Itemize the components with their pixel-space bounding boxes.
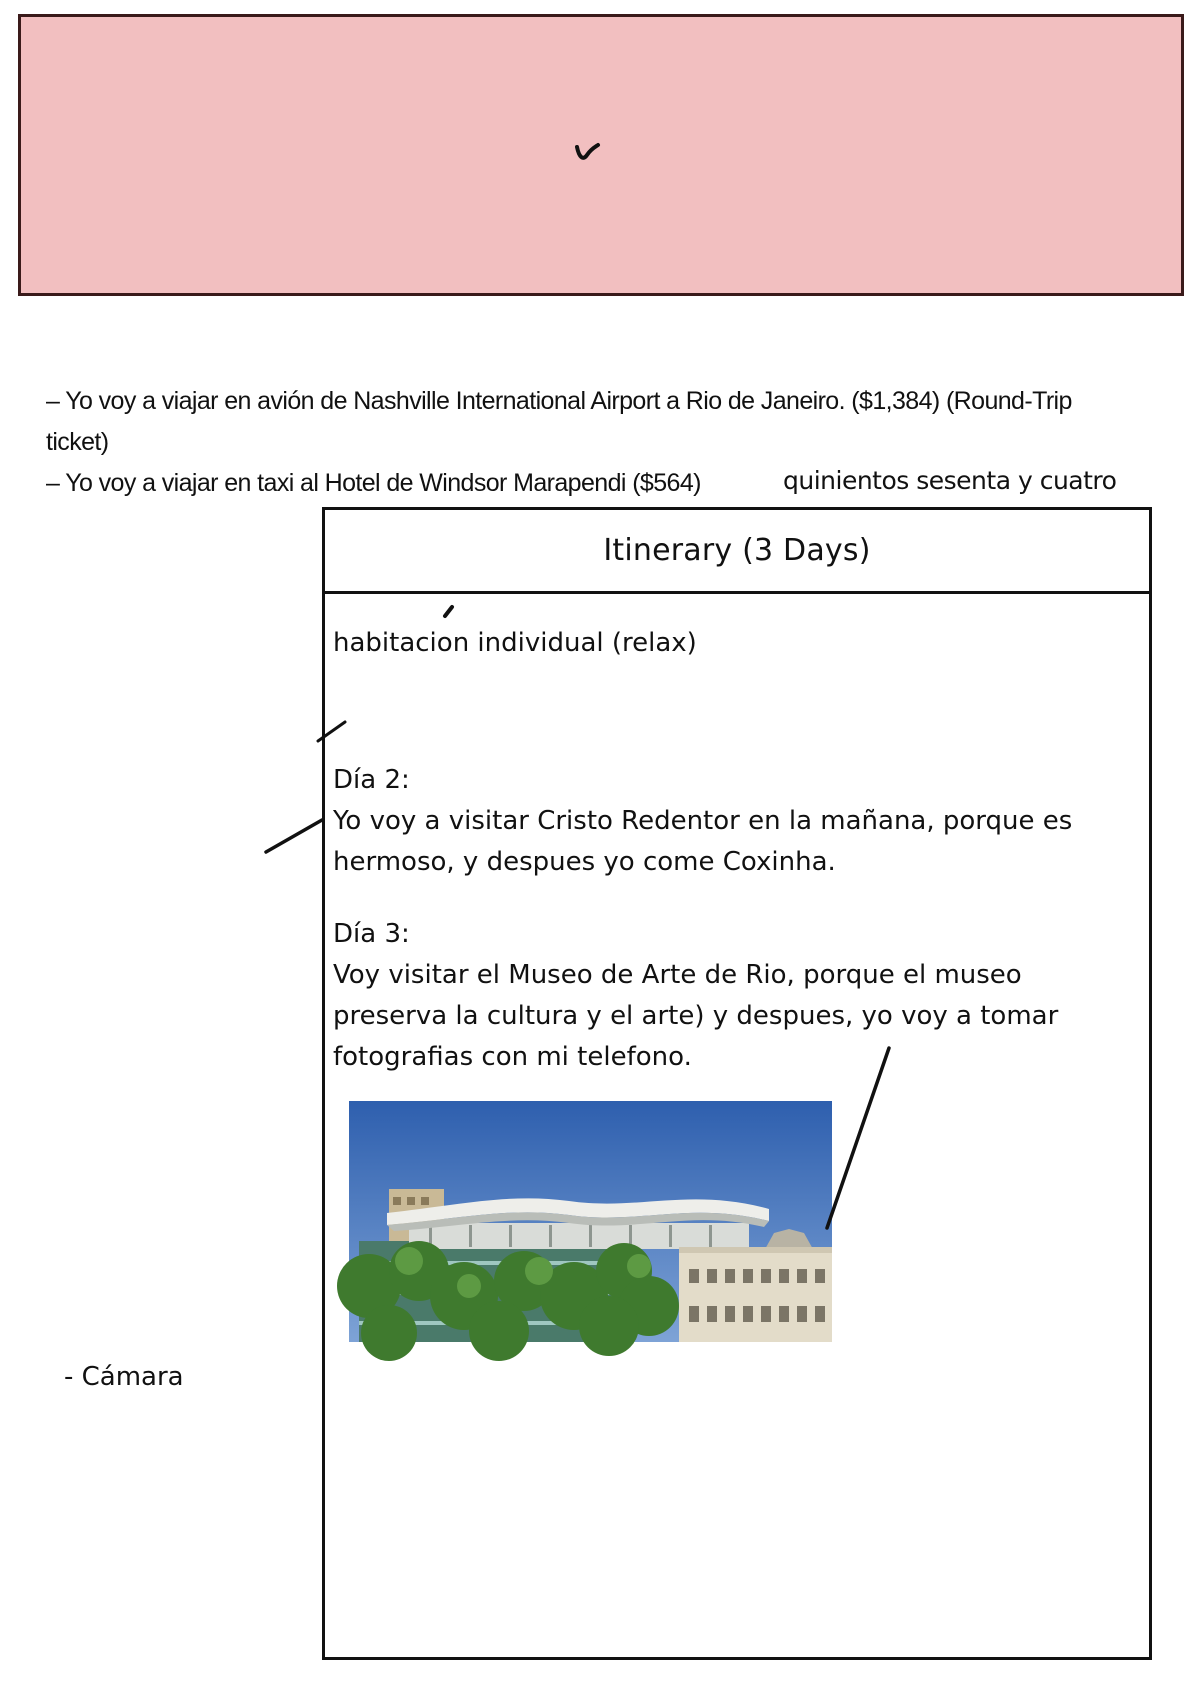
taxi-amount-words: quinientos sesenta y cuatro <box>783 466 1117 495</box>
museum-photo <box>349 1101 832 1342</box>
day-3-entry <box>333 914 1133 1078</box>
pen-stroke-cristo <box>266 820 322 852</box>
flight-note-continued: ticket) <box>46 428 109 456</box>
taxi-note: – Yo voy a viajar en taxi al Hotel de Windsor Marapendi ($564) <box>46 469 701 497</box>
flight-note: – Yo voy a viajar en avión de Nashville International Airport a Rio de Janeiro. ($1,384) (Round-Trip <box>46 387 1072 415</box>
day-2-entry <box>333 760 1133 883</box>
day-3-label: Día 3: <box>333 919 410 949</box>
itinerary-title: Itinerary (3 Days) <box>325 510 1149 594</box>
day-2-text: Yo voy a visitar Cristo Redentor en la mañana, porque es hermoso, y despues yo come Coxinha. <box>333 806 1073 877</box>
day-3-text: Voy visitar el Museo de Arte de Rio, porque el museo preserva la cultura y el arte) y despues, yo voy a tomar fotografias con mi telefono. <box>333 960 1059 1072</box>
itinerary-box <box>322 507 1152 1660</box>
title-banner <box>18 14 1184 296</box>
day-2-label: Día 2: <box>333 765 410 795</box>
check-mark-icon <box>573 137 601 165</box>
cut-off-text-content: habitacion individual (relax) <box>333 628 697 658</box>
cut-off-text <box>333 628 733 666</box>
camera-item: - Cámara <box>64 1362 184 1392</box>
